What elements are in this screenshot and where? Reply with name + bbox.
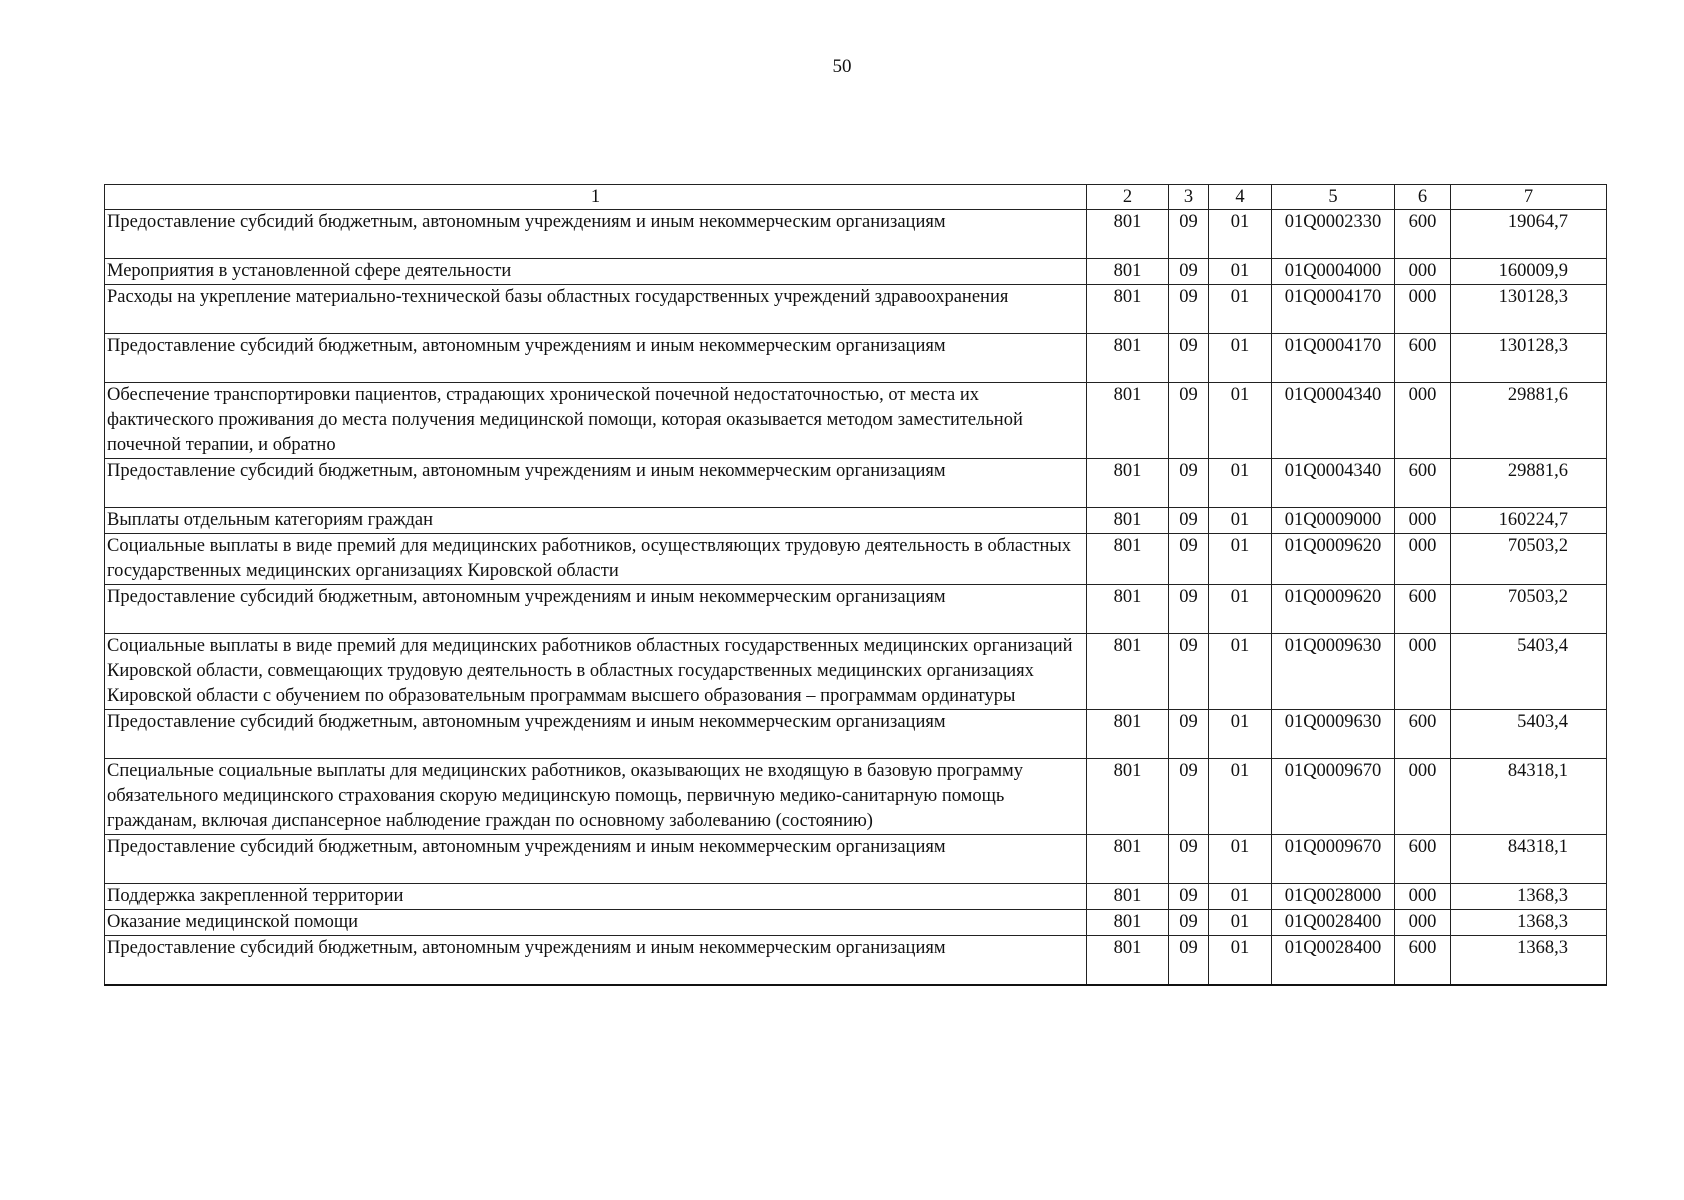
row-amount: 160009,9	[1451, 259, 1607, 285]
row-ministry-code: 801	[1087, 884, 1169, 910]
table-row	[105, 259, 1607, 285]
row-description: Оказание медицинской помощи	[105, 910, 1087, 936]
row-target-article-code: 01Q0009000	[1272, 508, 1395, 534]
row-expense-type-code: 600	[1395, 936, 1451, 986]
row-section-code: 09	[1169, 835, 1209, 884]
row-amount: 1368,3	[1451, 910, 1607, 936]
column-header: 2	[1087, 185, 1169, 210]
row-amount: 160224,7	[1451, 508, 1607, 534]
row-subsection-code: 01	[1209, 334, 1272, 383]
row-subsection-code: 01	[1209, 459, 1272, 508]
row-expense-type-code: 000	[1395, 534, 1451, 585]
row-amount: 84318,1	[1451, 759, 1607, 835]
row-ministry-code: 801	[1087, 508, 1169, 534]
row-section-code: 09	[1169, 210, 1209, 259]
row-ministry-code: 801	[1087, 710, 1169, 759]
row-description: Предоставление субсидий бюджетным, автономным учреждениям и иным некоммерческим организациям	[105, 210, 1087, 259]
row-target-article-code: 01Q0028400	[1272, 910, 1395, 936]
table-row	[105, 459, 1607, 508]
column-header: 6	[1395, 185, 1451, 210]
row-expense-type-code: 600	[1395, 334, 1451, 383]
row-section-code: 09	[1169, 759, 1209, 835]
row-section-code: 09	[1169, 459, 1209, 508]
row-description: Выплаты отдельным категориям граждан	[105, 508, 1087, 534]
column-header: 3	[1169, 185, 1209, 210]
row-section-code: 09	[1169, 334, 1209, 383]
row-target-article-code: 01Q0028400	[1272, 936, 1395, 986]
row-ministry-code: 801	[1087, 910, 1169, 936]
row-ministry-code: 801	[1087, 936, 1169, 986]
table-row	[105, 936, 1607, 986]
row-description: Расходы на укрепление материально-технической базы областных государственных учреждений здравоохранения	[105, 285, 1087, 334]
row-ministry-code: 801	[1087, 210, 1169, 259]
row-amount: 1368,3	[1451, 884, 1607, 910]
row-subsection-code: 01	[1209, 585, 1272, 634]
row-amount: 130128,3	[1451, 285, 1607, 334]
row-section-code: 09	[1169, 585, 1209, 634]
row-amount: 84318,1	[1451, 835, 1607, 884]
row-section-code: 09	[1169, 508, 1209, 534]
row-section-code: 09	[1169, 910, 1209, 936]
row-amount: 70503,2	[1451, 534, 1607, 585]
table-row	[105, 910, 1607, 936]
row-target-article-code: 01Q0004000	[1272, 259, 1395, 285]
row-ministry-code: 801	[1087, 334, 1169, 383]
column-header: 5	[1272, 185, 1395, 210]
table-row	[105, 710, 1607, 759]
table-row	[105, 508, 1607, 534]
row-section-code: 09	[1169, 259, 1209, 285]
row-description: Предоставление субсидий бюджетным, автономным учреждениям и иным некоммерческим организациям	[105, 459, 1087, 508]
column-header: 1	[105, 185, 1087, 210]
row-amount: 29881,6	[1451, 459, 1607, 508]
row-target-article-code: 01Q0009620	[1272, 534, 1395, 585]
row-ministry-code: 801	[1087, 285, 1169, 334]
row-description: Предоставление субсидий бюджетным, автономным учреждениям и иным некоммерческим организациям	[105, 334, 1087, 383]
row-subsection-code: 01	[1209, 835, 1272, 884]
row-subsection-code: 01	[1209, 383, 1272, 459]
row-expense-type-code: 000	[1395, 884, 1451, 910]
row-subsection-code: 01	[1209, 759, 1272, 835]
table-body	[105, 210, 1607, 986]
row-section-code: 09	[1169, 936, 1209, 986]
row-ministry-code: 801	[1087, 534, 1169, 585]
row-description: Предоставление субсидий бюджетным, автономным учреждениям и иным некоммерческим организациям	[105, 710, 1087, 759]
row-description: Социальные выплаты в виде премий для медицинских работников областных государственных медицинских организаций Кировской области, совмещающих трудовую деятельность в областных государственных медицинских организациях Кировской области с обучением по образовательным программам высшего образования – программам ординатуры	[105, 634, 1087, 710]
row-section-code: 09	[1169, 710, 1209, 759]
row-target-article-code: 01Q0004340	[1272, 459, 1395, 508]
row-description: Специальные социальные выплаты для медицинских работников, оказывающих не входящую в базовую программу обязательного медицинского страхования скорую медицинскую помощь, первичную медико-санитарную помощь гражданам, включая диспансерное наблюдение граждан по основному заболеванию (состоянию)	[105, 759, 1087, 835]
row-target-article-code: 01Q0009630	[1272, 634, 1395, 710]
row-target-article-code: 01Q0004170	[1272, 285, 1395, 334]
row-amount: 5403,4	[1451, 634, 1607, 710]
row-description: Предоставление субсидий бюджетным, автономным учреждениям и иным некоммерческим организациям	[105, 936, 1087, 986]
column-header: 7	[1451, 185, 1607, 210]
row-ministry-code: 801	[1087, 634, 1169, 710]
row-expense-type-code: 000	[1395, 634, 1451, 710]
row-target-article-code: 01Q0004340	[1272, 383, 1395, 459]
row-amount: 29881,6	[1451, 383, 1607, 459]
row-section-code: 09	[1169, 634, 1209, 710]
table-row	[105, 334, 1607, 383]
row-section-code: 09	[1169, 534, 1209, 585]
table-row	[105, 534, 1607, 585]
row-expense-type-code: 000	[1395, 383, 1451, 459]
table-row	[105, 884, 1607, 910]
row-subsection-code: 01	[1209, 634, 1272, 710]
table-row	[105, 835, 1607, 884]
row-expense-type-code: 600	[1395, 210, 1451, 259]
row-subsection-code: 01	[1209, 936, 1272, 986]
table-row	[105, 383, 1607, 459]
row-target-article-code: 01Q0002330	[1272, 210, 1395, 259]
row-expense-type-code: 600	[1395, 585, 1451, 634]
row-target-article-code: 01Q0009670	[1272, 835, 1395, 884]
column-header: 4	[1209, 185, 1272, 210]
table-row	[105, 585, 1607, 634]
row-subsection-code: 01	[1209, 285, 1272, 334]
row-expense-type-code: 000	[1395, 259, 1451, 285]
row-subsection-code: 01	[1209, 534, 1272, 585]
row-expense-type-code: 000	[1395, 910, 1451, 936]
row-amount: 130128,3	[1451, 334, 1607, 383]
row-expense-type-code: 000	[1395, 285, 1451, 334]
row-section-code: 09	[1169, 285, 1209, 334]
row-expense-type-code: 600	[1395, 710, 1451, 759]
table-header-row	[105, 185, 1607, 210]
row-target-article-code: 01Q0004170	[1272, 334, 1395, 383]
row-subsection-code: 01	[1209, 884, 1272, 910]
row-expense-type-code: 000	[1395, 759, 1451, 835]
row-ministry-code: 801	[1087, 459, 1169, 508]
row-amount: 1368,3	[1451, 936, 1607, 986]
row-description: Поддержка закрепленной территории	[105, 884, 1087, 910]
table-row	[105, 759, 1607, 835]
row-amount: 19064,7	[1451, 210, 1607, 259]
row-amount: 70503,2	[1451, 585, 1607, 634]
row-description: Социальные выплаты в виде премий для медицинских работников, осуществляющих трудовую деятельность в областных государственных медицинских организациях Кировской области	[105, 534, 1087, 585]
table-row	[105, 634, 1607, 710]
row-subsection-code: 01	[1209, 910, 1272, 936]
row-description: Мероприятия в установленной сфере деятельности	[105, 259, 1087, 285]
table-row	[105, 285, 1607, 334]
row-ministry-code: 801	[1087, 585, 1169, 634]
row-ministry-code: 801	[1087, 259, 1169, 285]
row-subsection-code: 01	[1209, 710, 1272, 759]
row-ministry-code: 801	[1087, 383, 1169, 459]
row-section-code: 09	[1169, 383, 1209, 459]
row-target-article-code: 01Q0009620	[1272, 585, 1395, 634]
row-amount: 5403,4	[1451, 710, 1607, 759]
row-section-code: 09	[1169, 884, 1209, 910]
row-expense-type-code: 000	[1395, 508, 1451, 534]
row-target-article-code: 01Q0009630	[1272, 710, 1395, 759]
row-subsection-code: 01	[1209, 259, 1272, 285]
table-row	[105, 210, 1607, 259]
row-description: Предоставление субсидий бюджетным, автономным учреждениям и иным некоммерческим организациям	[105, 835, 1087, 884]
row-description: Обеспечение транспортировки пациентов, страдающих хронической почечной недостаточностью, от места их фактического проживания до места получения медицинской помощи, которая оказывается методом заместительной почечной терапии, и обратно	[105, 383, 1087, 459]
row-ministry-code: 801	[1087, 759, 1169, 835]
row-subsection-code: 01	[1209, 210, 1272, 259]
row-description: Предоставление субсидий бюджетным, автономным учреждениям и иным некоммерческим организациям	[105, 585, 1087, 634]
row-subsection-code: 01	[1209, 508, 1272, 534]
row-target-article-code: 01Q0009670	[1272, 759, 1395, 835]
row-expense-type-code: 600	[1395, 835, 1451, 884]
page-number: 50	[832, 56, 852, 77]
row-expense-type-code: 600	[1395, 459, 1451, 508]
row-ministry-code: 801	[1087, 835, 1169, 884]
budget-table	[104, 184, 1607, 986]
row-target-article-code: 01Q0028000	[1272, 884, 1395, 910]
